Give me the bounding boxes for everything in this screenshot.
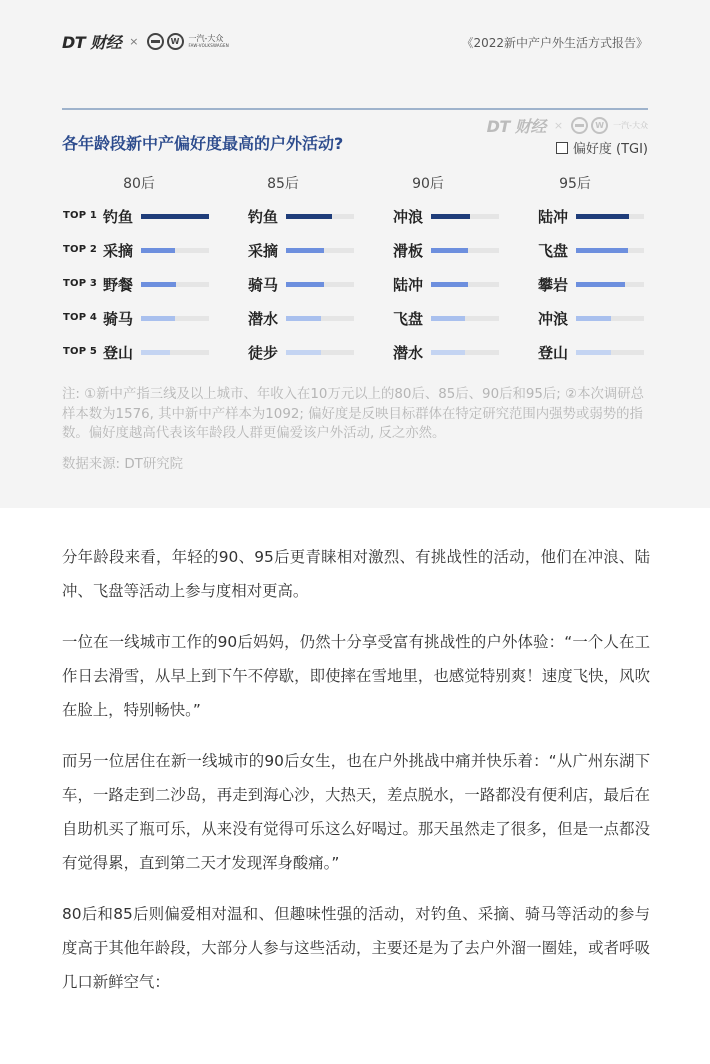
watermark-logo xyxy=(487,114,648,137)
column-header: 90后 xyxy=(412,176,444,192)
rank-label: TOP 4 xyxy=(63,312,98,323)
partner-name: 一汽-大众 xyxy=(188,34,224,43)
activity-label: 潜水 xyxy=(393,343,424,362)
chart-cell xyxy=(248,340,354,364)
chart-cell xyxy=(103,204,209,228)
bar xyxy=(431,316,465,321)
data-source: 数据来源: DT研究院 xyxy=(62,457,183,472)
bar-track xyxy=(576,248,644,253)
chart-cell xyxy=(538,238,644,262)
bar xyxy=(431,282,468,287)
bar xyxy=(141,282,176,287)
paragraph-1: 分年龄段来看，年轻的90、95后更青睐相对激烈、有挑战性的活动，他们在冲浪、陆冲、飞盘等活动上参与度相对更高。 xyxy=(62,548,650,600)
bar xyxy=(286,248,324,253)
bar xyxy=(286,282,324,287)
chart-cell xyxy=(248,204,354,228)
bar xyxy=(141,214,209,219)
activity-label: 滑板 xyxy=(393,241,424,260)
chart-cell xyxy=(538,272,644,296)
column-header: 80后 xyxy=(123,176,155,192)
bar xyxy=(286,316,321,321)
activity-label: 陆冲 xyxy=(393,275,424,294)
bar-track xyxy=(286,350,354,355)
chart-cell xyxy=(103,306,209,330)
bar-track xyxy=(431,282,499,287)
bar xyxy=(431,214,470,219)
bar-track xyxy=(576,350,644,355)
partner-subname: FAW-VOLKSWAGEN xyxy=(188,43,229,48)
chart-notes: 注: ①新中产指三线及以上城市、年收入在10万元以上的80后、85后、90后和95后; ②本次调研总样本数为1576, 其中新中产样本为1092; 偏好度是反映目标群体在特定研究范围内强势或弱势的指数。偏好度越高代表该年龄段人群更偏爱该户外活动, 反之亦然。 xyxy=(62,387,645,441)
rank-label: TOP 3 xyxy=(63,278,98,289)
chart-cell xyxy=(393,238,499,262)
rank-label: TOP 1 xyxy=(63,210,98,221)
bar xyxy=(141,350,170,355)
chart-cell xyxy=(393,204,499,228)
rank-label: TOP 5 xyxy=(63,346,98,357)
paragraph-2: 一位在一线城市工作的90后妈妈，仍然十分享受富有挑战性的户外体验：“一个人在工作日去滑雪，从早上到下午不停歇，即使摔在雪地里，也感觉特别爽！速度飞快，风吹在脸上，特别畅快。” xyxy=(62,633,650,719)
bar-track xyxy=(576,316,644,321)
chart-cell xyxy=(393,306,499,330)
activity-label: 采摘 xyxy=(248,241,279,260)
article-body xyxy=(62,540,650,1016)
bar xyxy=(431,248,468,253)
chart-legend xyxy=(556,138,648,157)
bar xyxy=(576,248,628,253)
chart-cell xyxy=(103,340,209,364)
bar-track xyxy=(286,316,354,321)
chart-cell xyxy=(103,272,209,296)
activity-label: 骑马 xyxy=(103,309,134,328)
bar-track xyxy=(286,248,354,253)
chart-cell xyxy=(248,272,354,296)
activity-label: 钓鱼 xyxy=(103,207,134,226)
activity-label: 登山 xyxy=(538,343,569,362)
activity-label: 冲浪 xyxy=(393,207,424,226)
chart-cell xyxy=(538,306,644,330)
watermark-vw-emblem-icon: W xyxy=(591,117,608,134)
paragraph-4: 80后和85后则偏爱相对温和、但趣味性强的活动，对钓鱼、采摘、骑马等活动的参与度高于其他年龄段，大部分人参与这些活动，主要还是为了去户外溜一圈娃，或者呼吸几口新鲜空气： xyxy=(62,905,650,991)
bar-track xyxy=(576,214,644,219)
activity-label: 骑马 xyxy=(248,275,279,294)
bar-track xyxy=(141,350,209,355)
bar xyxy=(576,350,611,355)
watermark-dt-logo: DT 财经 xyxy=(486,117,546,136)
activity-label: 采摘 xyxy=(103,241,134,260)
chart-cell xyxy=(393,340,499,364)
activity-label: 钓鱼 xyxy=(248,207,279,226)
bar xyxy=(286,350,321,355)
activity-label: 野餐 xyxy=(103,275,134,294)
activity-label: 飞盘 xyxy=(538,241,569,260)
bar xyxy=(576,214,629,219)
watermark-separator: × xyxy=(553,119,564,132)
activity-label: 潜水 xyxy=(248,309,279,328)
activity-label: 攀岩 xyxy=(538,275,569,294)
chart-cell xyxy=(248,306,354,330)
bar xyxy=(286,214,332,219)
chart-cell xyxy=(538,340,644,364)
activity-label: 冲浪 xyxy=(538,309,569,328)
dt-logo: DT 财经 xyxy=(62,32,122,52)
brand-logo xyxy=(62,30,229,52)
bar-track xyxy=(286,214,354,219)
vw-emblem-icon: W xyxy=(167,33,184,50)
paragraph-3: 而另一位居住在新一线城市的90后女生，也在户外挑战中痛并快乐着：“从广州东湖下车，一路走到二沙岛，再走到海心沙，大热天，差点脱水，一路都没有便利店，最后在自助机买了瓶可乐，从来没有觉得可乐这么好喝过。那天虽然走了很多，但是一点都没有觉得累，直到第二天才发现浑身酸痛。” xyxy=(62,752,650,872)
bar xyxy=(431,350,465,355)
bar xyxy=(141,248,175,253)
chart-cell xyxy=(393,272,499,296)
bar-track xyxy=(141,316,209,321)
watermark-partner-name: 一汽-大众 xyxy=(613,121,648,130)
chart-cell xyxy=(538,204,644,228)
bar xyxy=(576,316,611,321)
bar xyxy=(141,316,175,321)
chart-cell xyxy=(103,238,209,262)
divider xyxy=(62,108,648,110)
activity-label: 徒步 xyxy=(248,343,279,362)
bar-track xyxy=(286,282,354,287)
activity-label: 登山 xyxy=(103,343,134,362)
faw-vw-logo xyxy=(147,33,229,50)
rank-label: TOP 2 xyxy=(63,244,98,255)
legend-swatch-icon xyxy=(556,142,568,154)
activity-label: 陆冲 xyxy=(538,207,569,226)
legend-label: 偏好度 (TGI) xyxy=(572,142,648,157)
brand-separator: × xyxy=(129,34,139,48)
report-title: 《2022新中产户外生活方式报告》 xyxy=(461,36,648,50)
faw-emblem-icon xyxy=(147,33,164,50)
bar-track xyxy=(141,248,209,253)
bar-track xyxy=(576,282,644,287)
bar xyxy=(576,282,625,287)
column-header: 85后 xyxy=(267,176,299,192)
activity-label: 飞盘 xyxy=(393,309,424,328)
column-header: 95后 xyxy=(559,176,591,192)
watermark-faw-emblem-icon xyxy=(571,117,588,134)
bar-track xyxy=(431,248,499,253)
bar-track xyxy=(141,214,209,219)
chart-cell xyxy=(248,238,354,262)
chart-card xyxy=(0,0,710,508)
chart-title: 各年龄段新中产偏好度最高的户外活动? xyxy=(62,134,344,153)
bar-track xyxy=(431,214,499,219)
bar-track xyxy=(431,350,499,355)
bar-track xyxy=(141,282,209,287)
bar-track xyxy=(431,316,499,321)
